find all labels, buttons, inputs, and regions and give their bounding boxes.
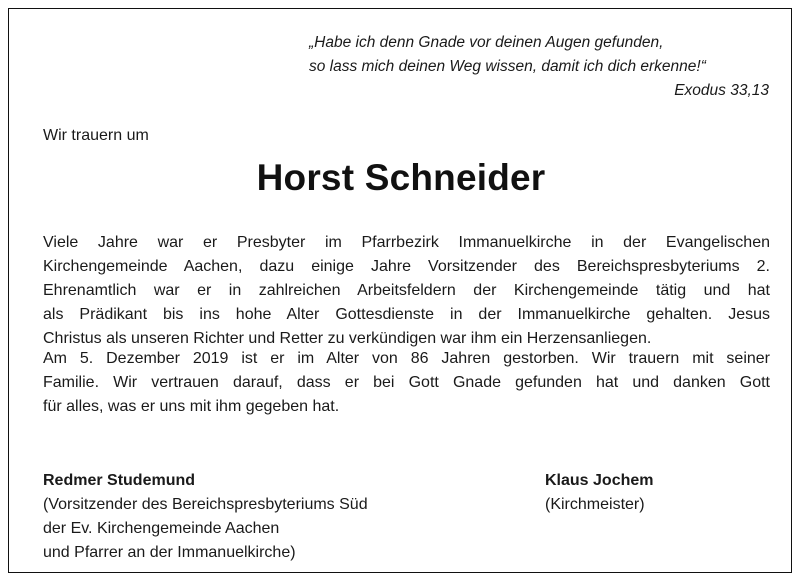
paragraph-line: Familie. Wir vertrauen darauf, dass er bei Gott Gnade gefunden hat und danken Gott bbox=[43, 374, 770, 391]
obituary-notice bbox=[8, 8, 792, 573]
quote-line: so lass mich deinen Weg wissen, damit ich dich erkenne!“ bbox=[309, 58, 706, 75]
paragraph-line: für alles, was er uns mit ihm gegeben hat. bbox=[43, 398, 340, 415]
deceased-name: Horst Schneider bbox=[256, 157, 546, 198]
signatory-role: (Kirchmeister) bbox=[545, 496, 645, 513]
signature-block-jochem bbox=[545, 469, 653, 517]
paragraph-line: Ehrenamtlich war er in zahlreichen Arbeitsfeldern der Kirchengemeinde tätig und hat bbox=[43, 282, 770, 299]
paragraph-line: Viele Jahre war er Presbyter im Pfarrbezirk Immanuelkirche in der Evangelischen bbox=[43, 234, 770, 251]
signatory-role: der Ev. Kirchengemeinde Aachen bbox=[43, 520, 280, 537]
paragraph-death bbox=[43, 347, 770, 419]
paragraph-line: als Prädikant bis ins hohe Alter Gottesdienste in der Immanuelkirche gehalten. Jesus bbox=[43, 306, 770, 323]
signatory-name: Klaus Jochem bbox=[545, 472, 654, 489]
signatory-role: und Pfarrer an der Immanuelkirche) bbox=[43, 544, 296, 561]
signatory-role: (Vorsitzender des Bereichspresbyteriums Süd bbox=[43, 496, 368, 513]
bible-quote bbox=[309, 31, 769, 103]
paragraph-line: Kirchengemeinde Aachen, dazu einige Jahre Vorsitzender des Bereichspresbyteriums 2. bbox=[43, 258, 770, 275]
paragraph-biography bbox=[43, 231, 770, 351]
quote-line: „Habe ich denn Gnade vor deinen Augen gefunden, bbox=[309, 34, 664, 51]
signatory-name: Redmer Studemund bbox=[43, 472, 196, 489]
paragraph-line: Christus als unseren Richter und Retter zu verkündigen war ihm ein Herzensanliegen. bbox=[43, 330, 652, 347]
quote-source: Exodus 33,13 bbox=[674, 82, 769, 99]
intro-text: Wir trauern um bbox=[43, 127, 149, 144]
paragraph-line: Am 5. Dezember 2019 ist er im Alter von 86 Jahren gestorben. Wir trauern mit seiner bbox=[43, 350, 770, 367]
signature-block-studemund bbox=[43, 469, 368, 565]
